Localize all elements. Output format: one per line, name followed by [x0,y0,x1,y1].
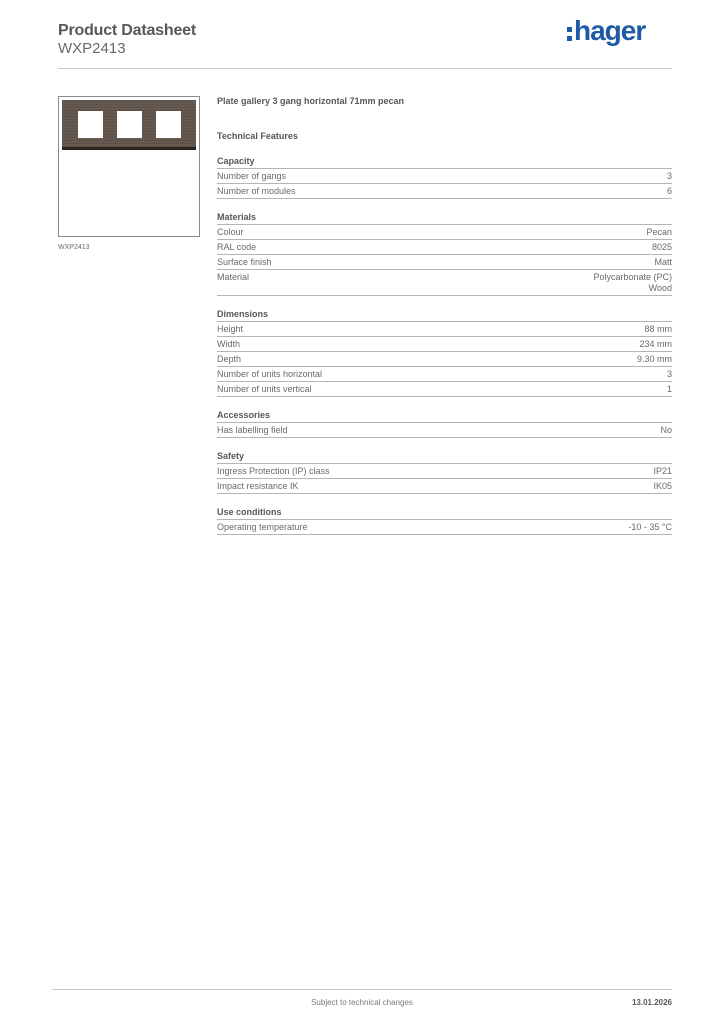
spec-value-line: 234 mm [639,339,672,349]
spec-value-line: IP21 [653,466,672,476]
spec-value [667,171,672,182]
spec-value [660,425,672,436]
feature-sections [217,156,672,535]
plate-opening-2 [117,111,142,138]
section-accessories [217,410,672,438]
spec-value-line: Polycarbonate (PC) [593,272,672,282]
image-caption: WXP2413 [58,244,90,251]
spec-row [217,423,672,438]
spec-label: Material [217,272,250,282]
spec-value [652,242,672,253]
spec-value-line: Pecan [646,227,672,237]
section-use-conditions [217,507,672,535]
hager-logo [567,15,645,47]
spec-row [217,322,672,337]
spec-value [653,466,672,477]
datasheet-content [217,95,672,535]
logo-text: hager [574,15,646,46]
footer-date: 13.01.2026 [631,998,672,1007]
spec-value-line: 3 [666,369,672,379]
spec-value-line: 8025 [651,242,672,252]
spec-label: Ingress Protection (IP) class [217,466,330,476]
spec-row [217,367,672,382]
section-safety [217,451,672,494]
spec-row [217,352,672,367]
product-image [58,96,200,237]
spec-value-line-2: Wood [648,283,672,293]
spec-value [646,227,672,238]
spec-row [217,382,672,397]
spec-value [667,369,672,380]
spec-value [653,481,672,492]
section-capacity [217,156,672,199]
spec-value-line: 88 mm [644,324,672,334]
spec-row [217,255,672,270]
spec-row [217,520,672,535]
spec-value [667,384,672,395]
spec-row [217,464,672,479]
spec-row [217,479,672,494]
spec-value [667,186,672,197]
spec-label: Surface finish [217,257,272,267]
section-title: Capacity [217,156,672,169]
section-title: Use conditions [217,507,672,520]
spec-label: Number of modules [217,186,296,196]
spec-label: Number of units horizontal [217,369,323,379]
section-title: Dimensions [217,309,672,322]
section-title: Accessories [217,410,672,423]
footer-divider [52,989,672,990]
header-divider [58,68,672,69]
spec-label: Number of units vertical [217,384,312,394]
spec-label: Height [217,324,244,334]
spec-label: Impact resistance IK [217,481,299,491]
spec-value-line: Matt [654,257,672,267]
wall-plate-illustration [62,100,196,150]
spec-row [217,337,672,352]
spec-label: Has labelling field [217,425,288,435]
spec-value-line: 6 [666,186,672,196]
spec-value [639,339,672,350]
product-name: Plate gallery 3 gang horizontal 71mm pecan [217,96,405,106]
spec-row [217,270,672,296]
section-title: Safety [217,451,672,464]
spec-value [637,354,672,365]
spec-value [593,272,672,294]
spec-value-line: 3 [666,171,672,181]
technical-features-heading: Technical Features [217,131,298,141]
spec-row [217,240,672,255]
spec-label: Depth [217,354,242,364]
spec-label: RAL code [217,242,257,252]
spec-value [628,522,672,533]
spec-value [644,324,672,335]
section-dimensions [217,309,672,397]
spec-value-line: No [660,425,672,435]
section-materials [217,212,672,296]
spec-value [654,257,672,268]
spec-value-line: 1 [666,384,672,394]
plate-opening-3 [156,111,181,138]
spec-row [217,184,672,199]
spec-row [217,225,672,240]
spec-label: Colour [217,227,244,237]
spec-label: Number of gangs [217,171,287,181]
spec-value-line: 9.30 mm [636,354,672,364]
spec-value-line: IK05 [653,481,672,491]
logo-colon-icon [567,27,572,41]
spec-label: Operating temperature [217,522,308,532]
spec-row [217,169,672,184]
spec-label: Width [217,339,241,349]
product-code: WXP2413 [58,40,126,57]
page-title: Product Datasheet [58,22,196,39]
plate-opening-1 [78,111,103,138]
footer-note: Subject to technical changes [311,998,413,1007]
section-title: Materials [217,212,672,225]
spec-value-line: -10 - 35 °C [628,522,672,532]
